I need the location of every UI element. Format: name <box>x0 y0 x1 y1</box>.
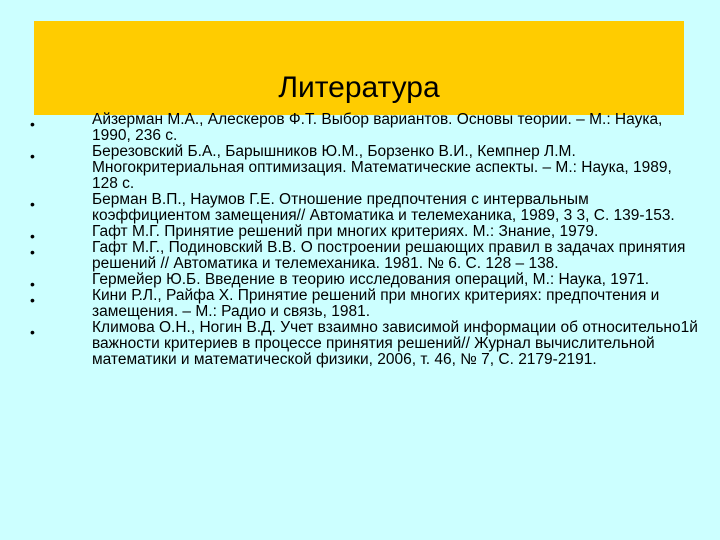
bullet-icon: • <box>30 244 35 260</box>
slide-title: Литература <box>278 71 440 104</box>
reference-item-1 <box>0 112 720 144</box>
reference-item-6 <box>0 271 720 292</box>
bullet-icon: • <box>30 228 35 244</box>
reference-item-7 <box>0 288 720 320</box>
reference-text: Гермейер Ю.Б. Введение в теорию исследования операций, М.: Наука, 1971. <box>92 271 650 288</box>
reference-item-3 <box>0 192 720 224</box>
bullet-icon: • <box>30 276 35 292</box>
bullet-icon: • <box>30 292 35 308</box>
bullet-icon: • <box>30 148 35 164</box>
reference-item-2 <box>0 144 720 192</box>
reference-text: Айзерман М.А., Алескеров Ф.Т. Выбор вариантов. Основы теории. – М.: Наука, 1990, 236 с. <box>92 111 663 144</box>
bullet-icon: • <box>30 196 35 212</box>
reference-text: Гафт М.Г., Подиновский В.В. О построении решающих правил в задачах принятия решений // Автоматика и телемеханика. 1981. № 6. С. 128 – 138. <box>92 239 686 272</box>
reference-item-5 <box>0 240 720 272</box>
bullet-icon: • <box>30 116 35 132</box>
reference-text: Кини Р.Л., Райфа Х. Принятие решений при многих критериях: предпочтения и замещения. – М.: Радио и связь, 1981. <box>92 287 660 320</box>
bullet-icon: • <box>30 324 35 340</box>
title-band <box>34 21 684 115</box>
reference-item-8 <box>0 320 720 368</box>
reference-text: Березовский Б.А., Барышников Ю.М., Борзенко В.И., Кемпнер Л.М. Многокритериальная оптимизация. Математические аспекты. – М.: Наука, 1989, 128 с. <box>92 143 672 192</box>
reference-text: Берман В.П., Наумов Г.Е. Отношение предпочтения с интервальным коэффициентом замещения// Автоматика и телемеханика, 1989, 3 3, С. 139-153. <box>92 191 675 224</box>
reference-text: Климова О.Н., Ногин В.Д. Учет взаимно зависимой информации об относительно1й важности критериев в процессе принятия решений// Журнал вычислительной математики и математической физики, 2006, т. 46, № 7, С. 2179-2191. <box>92 319 698 368</box>
reference-item-4 <box>0 223 720 244</box>
reference-list <box>0 112 720 368</box>
reference-text: Гафт М.Г. Принятие решений при многих критериях. М.: Знание, 1979. <box>92 223 599 240</box>
